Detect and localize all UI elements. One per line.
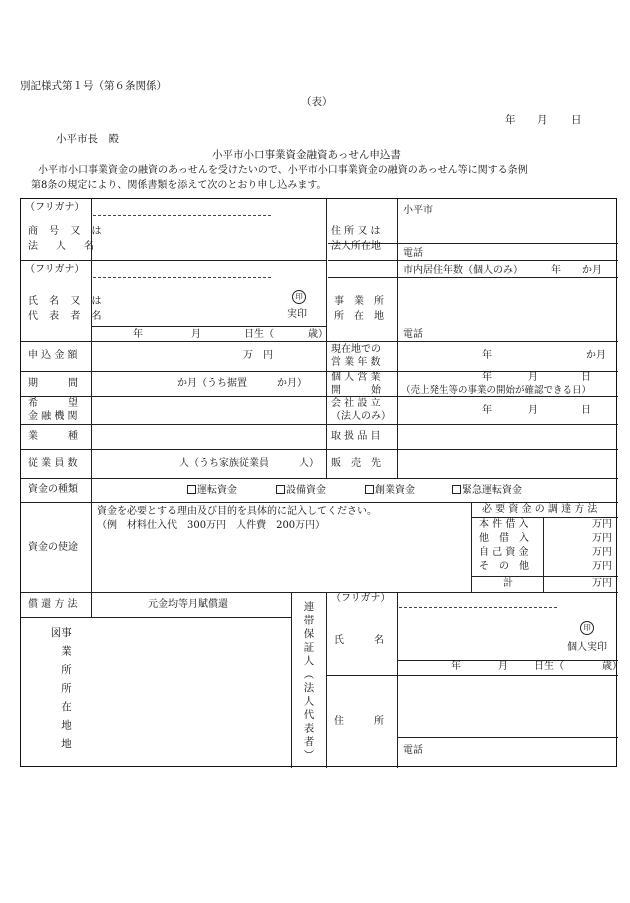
g-phone: 電話 <box>403 745 423 756</box>
years-here-label-1: 現在地での <box>331 344 381 355</box>
birth-year: 年 <box>133 329 143 340</box>
fund-type-option-operating[interactable]: 運転資金 <box>187 485 237 496</box>
seal-real-label: 実印 <box>287 309 307 320</box>
bank-label-1: 希 望 <box>28 398 78 409</box>
fund-type-option-equipment[interactable]: 設備資金 <box>276 485 326 496</box>
g-name-label: 氏 名 <box>334 635 384 646</box>
fund-type-option-emergency[interactable]: 緊急運転資金 <box>452 485 522 496</box>
birth-day: 日生（ <box>244 329 274 340</box>
funding-item-1: 本 件 借 入 <box>479 519 529 530</box>
business-location-label-1: 事 業 所 <box>334 296 384 307</box>
birth-age: 歳） <box>308 329 328 340</box>
address-phone: 電話 <box>403 248 423 259</box>
apply-amount-unit: 万 円 <box>243 350 273 361</box>
rep-name-label-1: 氏 名 又 は <box>28 296 106 307</box>
business-phone: 電話 <box>403 329 423 340</box>
established-label-1: 会 社 設 立 <box>331 398 381 409</box>
funding-item-3: 自 己 資 金 <box>479 547 529 558</box>
fund-type-label: 資金の種類 <box>28 484 78 495</box>
intro-line-1: 小平市小口事業資金の融資のあっせんを受けたいので、小平市小口事業資金の融資のあっせん等に関する条例 <box>38 165 528 176</box>
business-start-note: （売上発生等の事業の開始が確認できる日） <box>401 385 592 396</box>
period-value: か月（うち据置 か月） <box>177 378 307 389</box>
map-label: 事業所所在地地図 <box>49 627 72 757</box>
guarantor-label: 連帯保証人（法人代表者） <box>302 601 315 763</box>
g-birth-month: 月 <box>498 661 508 672</box>
checkbox-icon[interactable] <box>276 485 285 494</box>
usage-label: 資金の使途 <box>28 542 78 553</box>
industry-label: 業 種 <box>28 431 78 442</box>
g-birth-day: 日生（ <box>534 661 564 672</box>
seal-icon: 印 <box>292 290 306 304</box>
g-birth-year: 年 <box>451 661 461 672</box>
intro-line-2: 第8条の規定により、関係書類を添えて次のとおり申し込みます。 <box>31 180 327 191</box>
funding-unit-1: 万円 <box>592 519 612 530</box>
date-day: 日 <box>571 114 582 126</box>
funding-title: 必 要 資 金 の 調 達 方 法 <box>482 504 598 515</box>
years-here-month: か月 <box>586 350 606 361</box>
residence-years-label: 市内居住年数（個人のみ） <box>403 265 523 276</box>
g-seal-label: 個人実印 <box>567 642 607 653</box>
usage-note-2: （例 材料仕入代 300万円 人件費 200万円） <box>97 520 326 531</box>
birth-month: 月 <box>191 329 201 340</box>
funding-item-4: そ の 他 <box>479 561 529 572</box>
address-value: 小平市 <box>403 205 433 216</box>
date-month: 月 <box>537 114 548 126</box>
company-name-label-2: 法 人 名 <box>28 241 98 252</box>
rep-name-label-2: 代 表 者 名 <box>28 311 106 322</box>
established-year: 年 <box>482 405 492 416</box>
g-seal-icon: 印 <box>580 621 594 635</box>
fund-type-option-startup[interactable]: 創業資金 <box>365 485 415 496</box>
checkbox-icon[interactable] <box>365 485 374 494</box>
checkbox-icon[interactable] <box>452 485 461 494</box>
established-label-2: （法人のみ） <box>331 411 391 422</box>
established-day: 日 <box>581 405 591 416</box>
repayment-value: 元金均等月賦償還 <box>148 599 228 610</box>
g-furigana-label: （フリガナ） <box>331 593 391 604</box>
funding-total-label: 計 <box>503 578 513 589</box>
furigana-label-2: （フリガナ） <box>25 264 85 275</box>
form-reference: 別記様式第１号（第６条関係） <box>20 80 167 92</box>
date-year: 年 <box>505 114 516 126</box>
business-location-label-2: 所 在 地 <box>334 311 384 322</box>
funding-total-unit: 万円 <box>592 578 612 589</box>
addressee: 小平市長 殿 <box>56 133 119 145</box>
furigana-label: （フリガナ） <box>25 202 85 213</box>
apply-amount-label: 申 込 金 額 <box>28 350 78 361</box>
business-start-label-2: 開 始 <box>331 385 381 396</box>
business-start-month: 月 <box>528 372 538 383</box>
employees-label: 従 業 員 数 <box>28 458 78 469</box>
business-start-label-1: 個 人 営 業 <box>331 372 381 383</box>
established-month: 月 <box>528 405 538 416</box>
usage-note-1: 資金を必要とする理由及び目的を具体的に記入してください。 <box>97 506 377 517</box>
repayment-label: 償 還 方 法 <box>28 599 78 610</box>
employees-value: 人（うち家族従業員 人） <box>179 458 319 469</box>
residence-years-month: か月 <box>582 265 602 276</box>
address-label-2: 法人所在地 <box>331 241 381 252</box>
funding-unit-4: 万円 <box>592 561 612 572</box>
funding-unit-2: 万円 <box>592 533 612 544</box>
funding-item-2: 他 借 入 <box>479 533 529 544</box>
funding-unit-3: 万円 <box>592 547 612 558</box>
bank-label-2: 金 融 機 関 <box>28 411 78 422</box>
sales-to-label: 販 売 先 <box>331 458 381 469</box>
residence-years-year: 年 <box>551 265 561 276</box>
years-here-label-2: 営 業 年 数 <box>331 357 381 368</box>
business-start-year: 年 <box>482 372 492 383</box>
g-birth-age: 歳） <box>602 661 622 672</box>
g-address-label: 住 所 <box>334 716 384 727</box>
address-label-1: 住 所 又 は <box>331 226 381 237</box>
business-start-day: 日 <box>581 372 591 383</box>
company-name-label-1: 商 号 又 は <box>28 226 106 237</box>
period-label: 期 間 <box>28 378 78 389</box>
years-here-year: 年 <box>482 350 492 361</box>
form-title: 小平市小口事業資金融資あっせん申込書 <box>212 149 401 161</box>
side-label: （表） <box>301 96 333 108</box>
application-table <box>20 198 622 767</box>
checkbox-icon[interactable] <box>187 485 196 494</box>
products-label: 取 扱 品 目 <box>331 431 381 442</box>
